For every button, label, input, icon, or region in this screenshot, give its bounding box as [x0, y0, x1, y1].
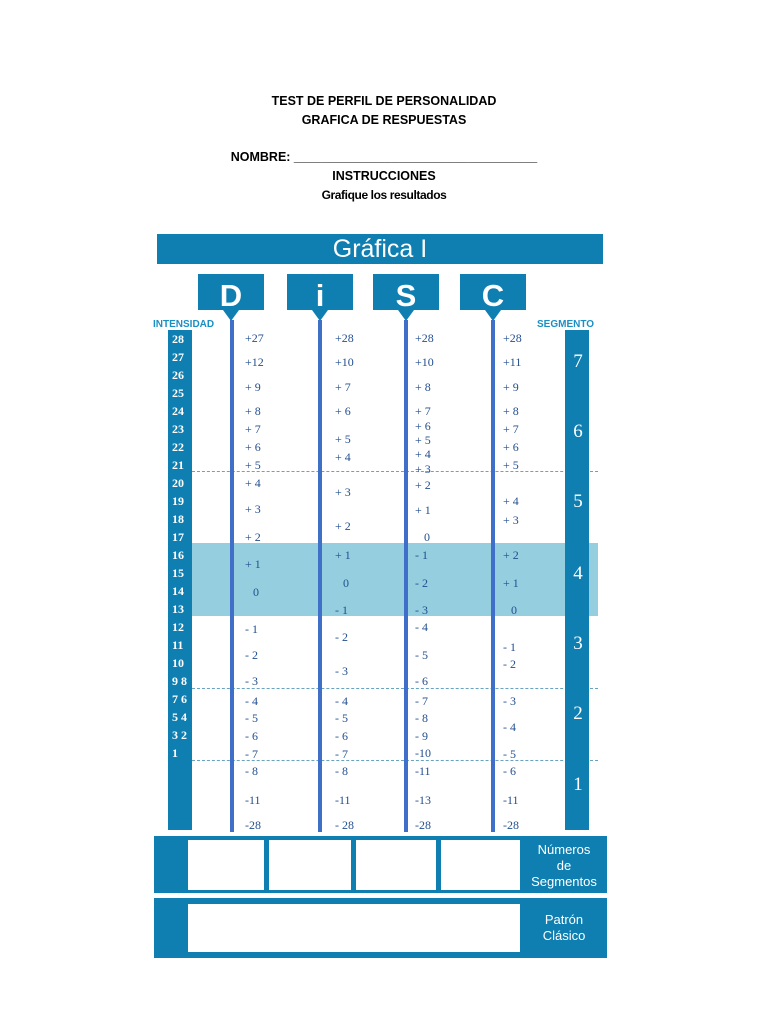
c-value: - 5 [503, 747, 516, 761]
column-line-s [404, 320, 408, 832]
s-value: -28 [415, 818, 431, 832]
i-value: - 2 [335, 630, 348, 644]
intensity-number: 19 [172, 494, 184, 508]
test-title: TEST DE PERFIL DE PERSONALIDAD [271, 94, 497, 108]
d-value: - 6 [245, 729, 258, 743]
segment-number-cell-i[interactable] [269, 840, 351, 890]
c-value: + 9 [503, 380, 519, 394]
intensity-number: 16 [172, 548, 184, 562]
c-value: - 6 [503, 764, 516, 778]
segment-number: 3 [573, 633, 583, 654]
s-value: -10 [415, 746, 431, 760]
classic-pattern-label [522, 912, 606, 944]
s-value: -11 [415, 764, 431, 778]
s-value: +10 [415, 355, 434, 369]
s-value: - 9 [415, 729, 428, 743]
s-value: + 6 [415, 419, 431, 433]
s-value: - 1 [415, 548, 428, 562]
s-value: - 6 [415, 674, 428, 688]
column-tab-s [373, 274, 439, 324]
i-value: +10 [335, 355, 354, 369]
intensity-number: 15 [172, 566, 184, 580]
intensity-number: 1 [172, 746, 178, 760]
d-value: 0 [253, 585, 259, 599]
segment-number: 1 [573, 774, 583, 795]
chart-title-band [157, 234, 603, 264]
c-value: - 2 [503, 657, 516, 671]
d-value: + 3 [245, 502, 261, 516]
c-value: -11 [503, 793, 519, 807]
segment-number-cell-s[interactable] [356, 840, 436, 890]
i-value: + 5 [335, 432, 351, 446]
c-value: + 8 [503, 404, 519, 418]
instructions-text: Grafique los resultados [321, 188, 447, 202]
i-value: 0 [343, 576, 349, 590]
intensity-number: 20 [172, 476, 184, 490]
s-value: + 2 [415, 478, 431, 492]
intensity-number: 24 [172, 404, 184, 418]
intensity-label: INTENSIDAD [153, 319, 215, 330]
column-tab-c [460, 274, 526, 324]
instructions-heading: INSTRUCCIONES [332, 169, 436, 183]
segment-numbers-label-line: Números [537, 842, 591, 857]
column-tab-d [198, 274, 264, 324]
segment-numbers-row [154, 836, 607, 893]
d-value: - 4 [245, 694, 258, 708]
s-value: + 3 [415, 462, 431, 476]
i-value: - 5 [335, 711, 348, 725]
segment-number: 6 [573, 421, 583, 442]
segment-number-cell-d[interactable] [188, 840, 264, 890]
s-value: - 2 [415, 576, 428, 590]
segment-numbers-label-line: Segmentos [531, 874, 597, 889]
s-value: + 1 [415, 503, 431, 517]
d-value: + 2 [245, 530, 261, 544]
intensity-number: 17 [172, 530, 184, 544]
i-value: - 28 [335, 818, 354, 832]
classic-pattern-cell[interactable] [188, 904, 520, 952]
segment-number: 5 [573, 491, 583, 512]
s-value: + 7 [415, 404, 431, 418]
intensity-number: 23 [172, 422, 184, 436]
d-value: - 2 [245, 648, 258, 662]
c-value: + 1 [503, 576, 519, 590]
s-value: - 4 [415, 620, 428, 634]
d-value: + 8 [245, 404, 261, 418]
intensity-number: 3 2 [172, 728, 187, 742]
segment-number-cell-c[interactable] [441, 840, 520, 890]
column-line-d [230, 320, 234, 832]
intensity-number: 21 [172, 458, 184, 472]
i-value: + 3 [335, 485, 351, 499]
classic-pattern-label-line: Patrón [544, 912, 584, 927]
d-value: - 1 [245, 622, 258, 636]
d-value: +12 [245, 355, 264, 369]
d-value: + 5 [245, 458, 261, 472]
c-value: - 1 [503, 640, 516, 654]
column-letter-c: C [481, 278, 505, 313]
i-value: + 2 [335, 519, 351, 533]
c-value: - 4 [503, 720, 516, 734]
chart-subtitle: GRAFICA DE RESPUESTAS [301, 113, 467, 127]
i-value: + 6 [335, 404, 351, 418]
d-value: - 5 [245, 711, 258, 725]
c-value: +11 [503, 355, 522, 369]
name-field[interactable]: NOMBRE: ___________________________________ [230, 150, 538, 164]
intensity-number: 11 [172, 638, 184, 652]
segment-4-highlight [192, 543, 598, 616]
s-value: 0 [424, 530, 430, 544]
intensity-number: 10 [172, 656, 184, 670]
i-value: - 1 [335, 603, 348, 617]
classic-pattern-label-line: Clásico [542, 928, 586, 943]
column-letter-s: S [395, 278, 417, 313]
c-value: -28 [503, 818, 519, 832]
d-value: -11 [245, 793, 261, 807]
d-value: + 4 [245, 476, 261, 490]
intensity-number: 27 [172, 350, 184, 364]
s-value: + 5 [415, 433, 431, 447]
d-value: - 3 [245, 674, 258, 688]
column-letter-d: D [219, 278, 243, 313]
s-value: - 3 [415, 603, 428, 617]
column-letter-i: i [315, 278, 325, 313]
s-value: + 8 [415, 380, 431, 394]
column-line-i [318, 320, 322, 832]
s-value: - 7 [415, 694, 428, 708]
i-value: + 4 [335, 450, 351, 464]
c-value: + 4 [503, 494, 519, 508]
segment-label: SEGMENTO [537, 319, 595, 330]
intensity-number: 22 [172, 440, 184, 454]
intensity-number: 26 [172, 368, 184, 382]
classic-pattern-row [154, 898, 607, 958]
i-value: + 1 [335, 548, 351, 562]
intensity-number: 9 8 [172, 674, 187, 688]
c-value: 0 [511, 603, 517, 617]
i-value: - 3 [335, 664, 348, 678]
d-value: - 8 [245, 764, 258, 778]
intensity-number: 28 [172, 332, 184, 346]
intensity-number: 18 [172, 512, 184, 526]
i-value: + 7 [335, 380, 351, 394]
d-value: + 9 [245, 380, 261, 394]
s-value: - 8 [415, 711, 428, 725]
c-value: - 3 [503, 694, 516, 708]
i-value: +28 [335, 331, 354, 345]
i-value: - 8 [335, 764, 348, 778]
intensity-number: 25 [172, 386, 184, 400]
chart-title: Gráfica I [332, 235, 428, 263]
c-value: + 6 [503, 440, 519, 454]
intensity-number: 5 4 [172, 710, 187, 724]
c-value: +28 [503, 331, 522, 345]
intensity-number: 14 [172, 584, 184, 598]
d-value: -28 [245, 818, 261, 832]
segment-number: 7 [573, 351, 583, 372]
i-value: - 4 [335, 694, 348, 708]
d-value: - 7 [245, 747, 258, 761]
s-value: + 4 [415, 447, 431, 461]
i-value: - 6 [335, 729, 348, 743]
c-value: + 3 [503, 513, 519, 527]
column-tab-i [287, 274, 353, 324]
intensity-number: 12 [172, 620, 184, 634]
segment-number: 4 [573, 563, 583, 584]
i-value: - 7 [335, 747, 348, 761]
i-value: -11 [335, 793, 351, 807]
c-value: + 2 [503, 548, 519, 562]
d-value: + 6 [245, 440, 261, 454]
intensity-number: 7 6 [172, 692, 187, 706]
d-value: + 1 [245, 557, 261, 571]
d-value: +27 [245, 331, 264, 345]
segment-numbers-label-line: de [556, 858, 572, 873]
s-value: - 5 [415, 648, 428, 662]
c-value: + 5 [503, 458, 519, 472]
s-value: +28 [415, 331, 434, 345]
c-value: + 7 [503, 422, 519, 436]
column-line-c [491, 320, 495, 832]
segment-number: 2 [573, 703, 583, 724]
intensity-number: 13 [172, 602, 184, 616]
d-value: + 7 [245, 422, 261, 436]
segment-numbers-label [522, 842, 606, 890]
s-value: -13 [415, 793, 431, 807]
